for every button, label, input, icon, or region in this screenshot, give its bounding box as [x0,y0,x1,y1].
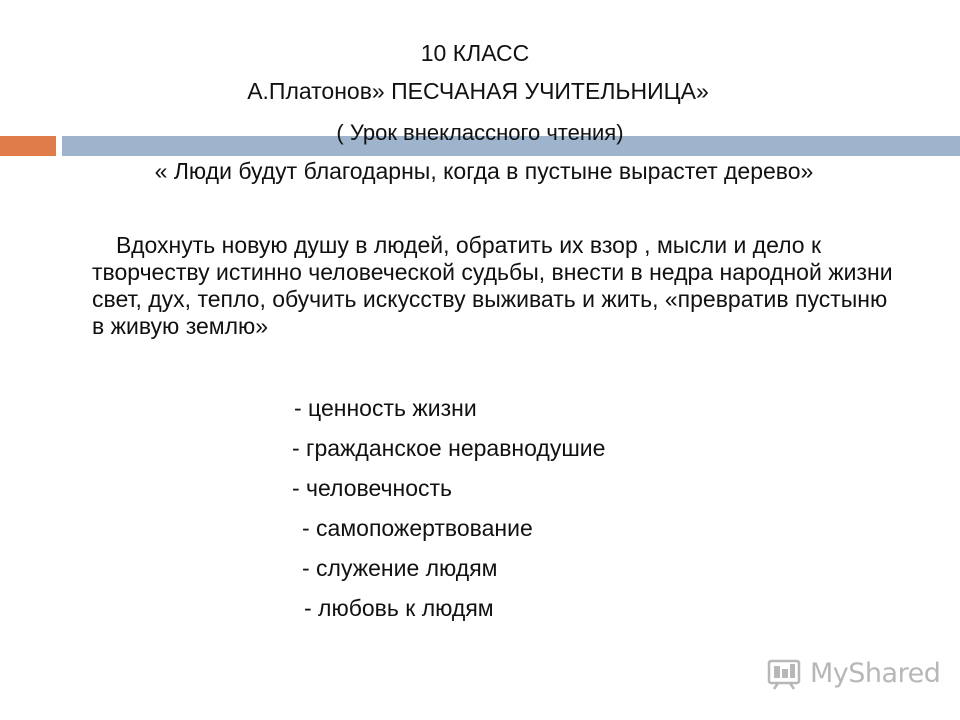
value-list-item: - самопожертвование [302,515,533,541]
epigraph-quote: « Люди будут благодарны, когда в пустыне вырастет дерево» [154,158,814,184]
watermark-text: MyShared [810,658,941,689]
grade-heading: 10 КЛАСС [420,40,530,66]
watermark-logo [766,654,941,694]
subtitle: ( Урок внеклассного чтения) [336,120,624,145]
value-list-item: - гражданское неравнодушие [292,435,606,461]
value-list-item: - ценность жизни [294,395,477,421]
value-list-item: - служение людям [302,555,498,581]
value-list-item: - любовь к людям [304,595,494,621]
lesson-goal-paragraph: Вдохнуть новую душу в людей, обратить их взор , мысли и дело к творчеству истинно человеческой судьбы, внести в недра народной жизни свет, дух, тепло, обучить искусству выживать и жить, «превратив пустыню в живую землю» [92,232,893,339]
value-list-item: - человечность [292,475,453,501]
author-title-heading: А.Платонов» ПЕСЧАНАЯ УЧИТЕЛЬНИЦА» [247,78,709,104]
myshared-logo-icon [766,658,804,690]
